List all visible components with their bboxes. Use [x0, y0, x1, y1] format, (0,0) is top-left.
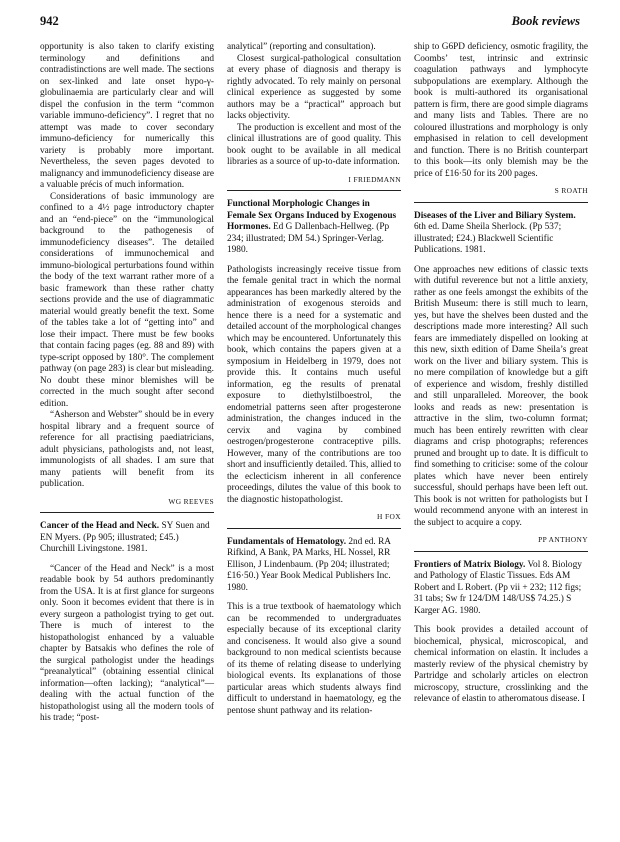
review-paragraph: The production is excellent and most of the clinical illustrations are of good quality. This book ought to be available in all medical libraries as a source of up-to-date information. — [227, 122, 401, 167]
divider — [414, 551, 588, 552]
column-middle — [227, 42, 401, 717]
review-paragraph: This book provides a detailed account of biochemical, physical, microscopical, and chemical information on elastin. It includes a masterly review of the physical chemistry by Partridge and scholarly articles on electron microscopy, structure, crosslinking and the relevance of elastin to atheromatous disease. I — [414, 625, 588, 704]
review-paragraph: Considerations of basic immunology are confined to a 4½ page introductory chapter and an “end-piece” on the “immunological background to the pathogenesis of immunodeficiency diseases”. The detailed considerations of immunochemical and immuno-biological perturbations found within the body of the text warrant rather more of a basic framework than these rather chatty sections provide and the use of diagrammatic material would greatly benefit the text. Some of the tables take a lot of “getting into” and lose their impact. There must be few books that contain facing pages (eg. 88 and 89) with type-script opposed by 180°. The complement pathway (on page 283) is clear but misleading. No doubt these minor blemishes will be corrected in the much sought after second edition. — [40, 191, 215, 409]
column-left — [40, 42, 214, 725]
review-paragraph: analytical” (reporting and consultation). — [227, 42, 376, 52]
book-citation — [227, 537, 401, 595]
page-number: 942 — [40, 14, 59, 28]
book-title: Diseases of the Liver and Biliary System. — [414, 210, 576, 221]
review-paragraph: Pathologists increasingly receive tissue from the female genital tract in which the normal appearances has been markedly altered by the administration of exogenous steroids and hence there is a need for a systematic and detailed account of the morphological changes which may be encountered. Unfortunately this book, which contains the papers given at a symposium in Heidelberg in 1979, does not provide this. It contains much useful information, eg the results of prenatal exposure to diethylstilboestrol, the endometrial patterns seen after progesterone administration, the changes induced in the cervix and vagina by combined oestrogen/progesterone contraceptive pills. However, many of the contributions are too short and insufficiently detailed. This, allied to the eclecticism inherent in all conference proceedings, dilutes the value of this book to the diagnostic histopathologist. — [227, 264, 401, 505]
reviewer-signature: PP ANTHONY — [538, 535, 588, 544]
book-details: Ed G Dallenbach-Hellweg. (Pp 234; illustrated; DM 54.) Springer-Verlag. 1980. — [227, 222, 390, 255]
reviewer-signature: WG REEVES — [168, 496, 214, 506]
divider — [227, 190, 401, 191]
reviewer-signature: H FOX — [377, 512, 401, 521]
review-paragraph: Closest surgical-pathological consultation at every phase of diagnosis and therapy is rightly advocated. To rely mainly on personal clinical experience as suggested by some authors may be a “practical” approach but lacks objectivity. — [227, 53, 401, 121]
book-citation — [414, 211, 588, 257]
page-header — [40, 14, 580, 30]
column-right — [414, 42, 588, 706]
book-citation — [40, 521, 214, 556]
section-title: Book reviews — [511, 14, 580, 28]
review-paragraph: One approaches new editions of classic texts with dutiful reverence but not a little anxiety, rather as one feels amongst the exhibits of the British Museum: there is still much to learn, yes, but have the shelves been dusted and the descriptions made more interesting? All such fears are immediately dispelled on looking at this new, sixth edition of Dame Sheila’s great work on the liver and biliary system. This is no mere compilation of knowledge but a gift of experience and wisdom, freshly distilled and still unparalleled. Moreover, the book looks and reads as new: presentation is attractive in the slim, two-column format; much has been entirely rewritten with clear diagrams and crisp photographs; references pruned and brought up to date. It is difficult to find something to criticise: some of the colour plates which have never been entirely successful, should perhaps have been left out. This book is not written for pathologists but I would recommend anyone with an interest in the subject to acquire a copy. — [414, 264, 588, 528]
book-title: Cancer of the Head and Neck. — [40, 521, 160, 531]
divider — [414, 202, 588, 203]
book-details: Vol 8. Biology and Pathology of Elastic Tissues. Eds AM Robert and L Robert. (Pp vii + 232; 112 figs; 31 tabs; Sw fr 124/DM 148/US$ 74.25.) S Karger AG. 1980. — [414, 559, 582, 616]
book-title: Fundamentals of Hematology. — [227, 536, 347, 547]
book-details: 6th ed. Dame Sheila Sherlock. (Pp 537; illustrated; £24.) Blackwell Scientific Publications. 1981. — [414, 222, 562, 255]
book-title: Functional Morphologic Changes in Female Sex Organs Induced by Exogenous Hormones. — [227, 199, 397, 232]
review-paragraph: “Cancer of the Head and Neck” is a most readable book by 54 authors predominantly from the USA. It is at first glance for surgeons only. Soon it becomes evident that there is in every surgeon a pathologist trying to get out. There is much of interest to the histopathologist enhanced by a valuable chapter by Batsakis who defines the role of the surgical pathologist under the headings “preanalytical” (obtaining essential clinical information—often lacking); “analytical”—dealing with the actual function of the histopathologist using all the modern tools of his trade; “post- — [40, 563, 214, 723]
book-title: Frontiers of Matrix Biology. — [414, 559, 526, 570]
review-paragraph: ship to G6PD deficiency, osmotic fragility, the Coombs’ test, intrinsic and extrinsic coagulation pathways and lymphocyte subpopulations are exemplary. Although the book is multi-authored its organisational pattern is firm, there are good simple diagrams and many lists and Tables. There are no coloured illustrations and morphology is only emphasised in relation to cell development and function. There is no British counterpart to this book—its only blemish may be the price of £16·50 for its 200 pages. — [414, 42, 589, 179]
reviewer-signature: S ROATH — [554, 186, 588, 195]
book-details: 2nd ed. RA Rifkind, A Bank, PA Marks, HL Nossel, RR Ellison, J Lindenbaum. (Pp 204; illustrated; £16·50.) Year Book Medical Publishers Inc. 1980. — [227, 536, 391, 593]
divider — [227, 528, 401, 529]
book-details: SY Suen and EN Myers. (Pp 905; illustrated; £45.) Churchill Livingstone. 1981. — [40, 521, 210, 554]
review-paragraph: This is a true textbook of haematology which can be recommended to undergraduates especially because of its exceptional clarity and conciseness. It would also give a sound background to non medical scientists because of its theme of relating disease to underlying biological events. Its explanations of those particular areas which students always find difficult to understand in haematology, eg the pentose shunt pathway and its relation- — [227, 602, 401, 716]
book-citation — [227, 199, 401, 257]
reviewer-signature: I FRIEDMANN — [348, 174, 401, 184]
review-paragraph: opportunity is also taken to clarify existing terminology and definitions and contradistinctions are well made. The sections on sex-linked and late onset hypo-γ-globulinaemia are particularly clear and will dispel the confusion in the term “common variable immuno-deficiency”. I regret that no attempt was made to cover secondary immuno-deficiency for numerically this variety is probably more important. Nevertheless, the seven pages devoted to malignancy and immunodeficiency disease are a valuable précis of much information. — [40, 42, 214, 190]
divider — [40, 512, 214, 513]
review-paragraph: “Asherson and Webster” should be in every hospital library and a frequent source of reference for all practising paediatricians, adult physicians, pathologists and, not least, immunologists of all shades. I am sure that many patients will benefit from its publication. — [40, 410, 214, 489]
book-citation — [414, 560, 588, 618]
